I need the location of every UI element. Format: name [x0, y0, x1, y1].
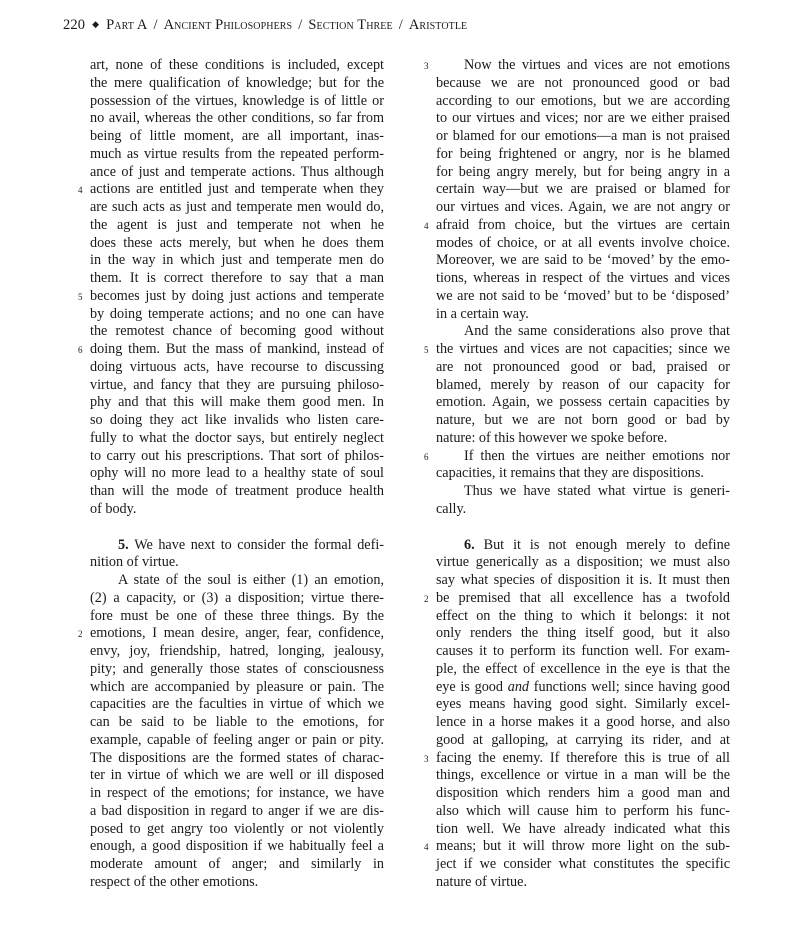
text-line: does these acts merely, but when he does them: [90, 234, 384, 251]
text-line: 2 be premised that all excellence has a twofold: [436, 590, 730, 608]
text-line: enough, a good disposition if we habitually feel a: [90, 838, 384, 855]
text-line: capacities, it remains that they are dispositions.: [436, 465, 704, 482]
text-line: respect of the other emotions.: [90, 873, 259, 890]
text-line: emotion. Again, we possess certain capacities by: [436, 394, 730, 411]
text-line: much as virtue results from the repeated perform-: [90, 145, 384, 162]
margin-line-number: 4: [78, 185, 83, 196]
margin-line-number: 2: [424, 593, 429, 604]
text-line: good at galloping, at carrying its rider, and at: [436, 731, 730, 748]
text-line: 4 afraid from choice, but the virtues are certain: [436, 217, 730, 235]
header-part: Part A: [106, 17, 148, 33]
text-line: can be said to be liable to the emotions, for: [90, 714, 384, 730]
text-line: eyes means having good sight. Similarly excel-: [436, 696, 730, 713]
text-line: say what species of disposition it is. It must then: [436, 572, 730, 588]
text-line: 4 means; but it will throw more light on the sub-: [436, 838, 730, 856]
text-line: 5 becomes just by doing just actions and temperate: [90, 288, 384, 306]
text-line: the mere qualification of knowledge; but for the: [90, 74, 384, 91]
text-line: capacities are the faculties in virtue of which we: [90, 696, 384, 713]
text-line: 5 the virtues and vices are not capacities; since we: [436, 341, 730, 359]
text-line: A state of the soul is either (1) an emotion,: [118, 572, 384, 588]
text-line: for being frightened or angry, nor is he blamed: [436, 145, 730, 162]
running-header: [63, 17, 467, 34]
left-text-column: [78, 57, 384, 892]
text-line: art, none of these conditions is included, except: [90, 57, 384, 73]
text-line: are not pronounced good or bad, praised or: [436, 358, 730, 375]
text-line: the remotest chance of becoming good without: [90, 323, 384, 340]
text-line: which are accompanied by pleasure or pain. The: [90, 678, 384, 695]
text-line: 3 facing the enemy. If therefore this is true of all: [436, 750, 730, 768]
text-line: things, excellence or virtue in a man will be the: [436, 767, 730, 784]
text-line: ject if we consider what constitutes the specific: [436, 856, 730, 872]
margin-line-number: 5: [78, 291, 83, 302]
text-line: nition of virtue.: [90, 554, 179, 571]
header-separator: /: [153, 17, 158, 33]
text-line: because we are not pronounced good or bad: [436, 74, 730, 91]
text-line: the agent is just and temperate not when he: [90, 216, 384, 233]
text-line: nature of virtue.: [436, 873, 527, 890]
text-line: of body.: [90, 500, 137, 517]
text-line: them. It is correct therefore to say that a man: [90, 270, 384, 286]
text-line: so doing they act like invalids who listen care-: [90, 412, 384, 428]
section-number: 6.: [464, 536, 484, 553]
text-line: The dispositions are the formed states of charac-: [90, 749, 384, 766]
text-line: modes of choice, or at all events involve choice.: [436, 234, 730, 251]
text-line: in respect of the emotions; for instance, we have: [90, 785, 384, 801]
emphasis: and: [507, 678, 530, 695]
section-gap: [90, 519, 384, 537]
section-number: 5.: [118, 536, 135, 553]
text-line: virtue, and fancy that they are pursuing philoso-: [90, 376, 384, 393]
margin-line-number: 4: [424, 220, 429, 231]
text-line: blamed, merely by reason of our capacity for: [436, 376, 730, 393]
text-line: we are not said to be ‘moved’ but to be ‘disposed’: [436, 287, 730, 304]
text-line: And the same considerations also prove that: [464, 323, 730, 340]
text-line: our virtues and vices. Again, we are not angry or: [436, 199, 730, 215]
text-line: than will the mode of treatment produce health: [90, 483, 384, 499]
text-line: certain way—but we are praised or blamed for: [436, 181, 730, 198]
text-line: eye is good and functions well; since having good: [436, 678, 730, 695]
text-line: being of little moment, are all important, inas-: [90, 128, 384, 144]
margin-line-number: 6: [424, 451, 429, 462]
text-line: Thus we have stated what virtue is generi-: [464, 483, 730, 499]
text-line: by doing temperate actions; and no one can have: [90, 305, 384, 322]
text-line: or blamed for our emotions—a man is not praised: [436, 128, 730, 144]
text-line: 5. We have next to consider the formal defi-: [118, 536, 384, 553]
text-line: 6. But it is not enough merely to define: [464, 536, 730, 553]
right-text-column: [424, 57, 730, 892]
text-line: moderate amount of anger; and similarly in: [90, 856, 384, 872]
text-line: also which will cause him to perform his func-: [436, 802, 730, 819]
text-line: effect on the thing to which it belongs: it not: [436, 607, 730, 624]
section-gap: [436, 519, 730, 537]
text-line: tions, whereas in respect of the virtues and vices: [436, 270, 730, 286]
text-line: according to our emotions, but we are according: [436, 92, 730, 109]
text-line: envy, joy, friendship, hatred, longing, jealousy,: [90, 643, 384, 659]
margin-line-number: 3: [424, 753, 429, 764]
margin-line-number: 5: [424, 345, 429, 355]
text-line: ophy will no more lead to a healthy state of soul: [90, 465, 384, 482]
text-line: ance of just and temperate actions. Thus although: [90, 163, 384, 180]
text-line: only renders the thing itself good, but it also: [436, 625, 730, 642]
diamond-ornament-icon: ◆: [92, 19, 100, 29]
margin-line-number: 3: [424, 61, 429, 71]
text-line: causes it to perform its function well. For exam-: [436, 643, 730, 659]
text-line: to carry out his prescriptions. That sort of philos-: [90, 447, 384, 464]
text-line: are such acts as just and temperate men would do,: [90, 199, 384, 215]
text-line: ple, the effect of excellence in the eye is that the: [436, 660, 730, 677]
text-line: virtue generically as a disposition; we must also: [436, 554, 730, 571]
text-line: 2 emotions, I mean desire, anger, fear, confidence,: [90, 625, 384, 643]
text-line: pity; and generally those states of consciousness: [90, 660, 384, 677]
text-line: lence in a horse makes it a good horse, and also: [436, 714, 730, 730]
header-author: Aristotle: [408, 17, 468, 33]
text-line: 3 Now the virtues and vices are not emotions: [436, 57, 730, 75]
header-separator: /: [298, 17, 303, 33]
header-section-group: Ancient Philosophers: [163, 17, 293, 33]
header-section: Section Three: [308, 17, 393, 33]
text-line: cally.: [436, 500, 467, 517]
text-line: 6 If then the virtues are neither emotions nor: [436, 448, 730, 466]
text-line: nature, but we are not born good or bad by: [436, 412, 730, 428]
text-line: phy and that this will make them good men. In: [90, 394, 384, 411]
text-line: Moreover, we are said to be ‘moved’ by the emo-: [436, 252, 730, 269]
text-line: doing virtuous acts, have recourse to discussing: [90, 358, 384, 375]
text-line: disposition which renders him a good man and: [436, 785, 730, 801]
text-line: 4 actions are entitled just and temperate when they: [90, 181, 384, 199]
margin-line-number: 4: [424, 842, 429, 853]
margin-line-number: 6: [78, 345, 83, 355]
text-line: to our virtues and vices; nor are we either praised: [436, 110, 730, 127]
text-line: (2) a capacity, or (3) a disposition; virtue there-: [90, 589, 384, 606]
text-line: fully to what the doctor says, but entirely neglect: [90, 429, 384, 446]
text-line: a bad disposition in regard to anger if we are dis-: [90, 802, 384, 819]
text-line: posed to get angry too violently or not violently: [90, 820, 384, 837]
text-line: no avail, whereas the other conditions, so far from: [90, 110, 384, 127]
text-line: example, capable of feeling anger or pain or pity.: [90, 731, 384, 748]
text-line: in the way in which just and temperate men do: [90, 252, 384, 269]
text-line: fore must be one of these three things. By the: [90, 607, 384, 624]
margin-line-number: 2: [78, 629, 83, 640]
text-line: nature: of this however we spoke before.: [436, 429, 668, 446]
text-line: 6 doing them. But the mass of mankind, instead of: [90, 341, 384, 359]
text-line: for being angry merely, but for being angry in a: [436, 163, 730, 180]
text-line: ter in virtue of which we are well or ill disposed: [90, 767, 384, 784]
text-line: in a certain way.: [436, 305, 529, 322]
header-separator: /: [398, 17, 403, 33]
text-line: tion well. We have already indicated what this: [436, 820, 730, 837]
text-line: possession of the virtues, knowledge is of little or: [90, 92, 384, 109]
page-number: 220: [63, 17, 86, 33]
